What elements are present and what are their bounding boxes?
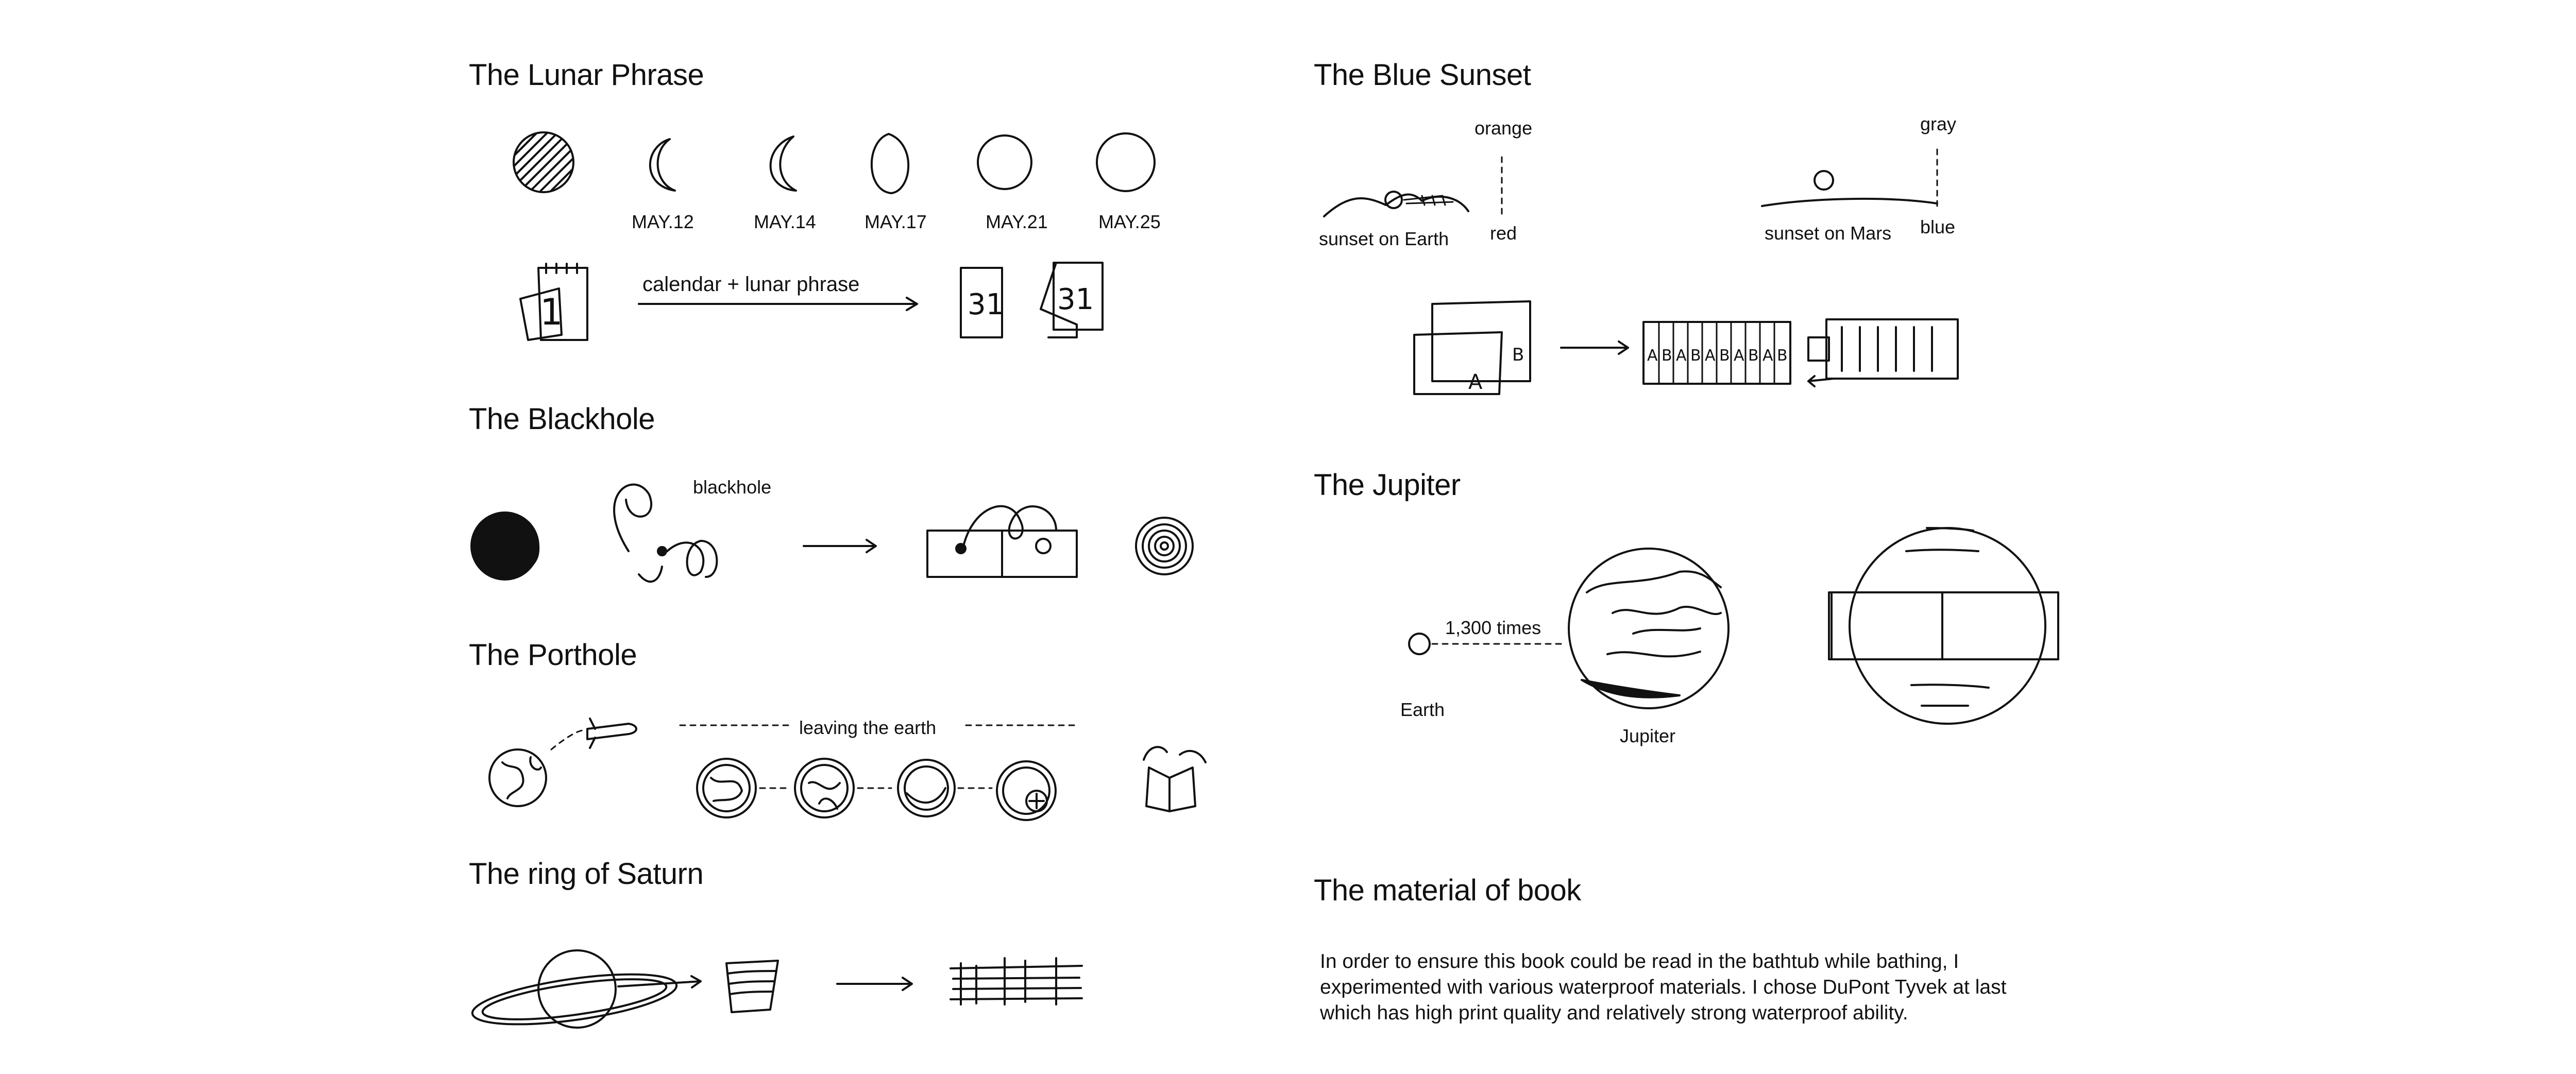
porthole-icon-4: [997, 761, 1056, 820]
calendar-flip-icon: [1041, 263, 1103, 337]
jupiter-book-icon: [1829, 528, 2058, 724]
mars-sunset-icon: [1762, 149, 1937, 211]
saturn-illustration: [489, 937, 1108, 1041]
moon-full-icon: [1097, 133, 1155, 191]
book-spread-icon: [927, 506, 1077, 577]
page-letter: B: [1512, 345, 1524, 365]
moon-date-label: MAY.25: [1098, 211, 1161, 232]
moon-phases-illustration: [505, 124, 1175, 201]
moon-crescent-icon-2: [771, 137, 796, 191]
calendar-number: 1: [540, 291, 563, 333]
blackhole-scribble-icon: [471, 513, 538, 579]
svg-text:A: A: [1676, 347, 1687, 365]
svg-text:B: B: [1777, 347, 1788, 365]
svg-text:A: A: [1705, 347, 1716, 365]
ab-strip-icon: [1643, 322, 1790, 384]
moon-date-label: MAY.14: [754, 211, 816, 232]
lunar-title: The Lunar Phrase: [469, 58, 704, 92]
ring-flat-icon: [951, 958, 1082, 1004]
calendar-page-icon: [961, 268, 1004, 337]
porthole-icon-3: [898, 760, 955, 816]
ring-strip-icon: [726, 961, 778, 1012]
dotted-trajectory: [551, 730, 582, 749]
orbit-loops-icon: [614, 485, 717, 582]
calendar-number: 31: [968, 288, 1005, 321]
pages-ab-icon: [1414, 301, 1530, 394]
material-title: The material of book: [1314, 874, 1581, 907]
svg-text:A: A: [1762, 347, 1773, 365]
calendar-icon: [520, 264, 587, 340]
porthole-title: The Porthole: [469, 638, 637, 672]
saturn-title: The ring of Saturn: [469, 857, 704, 891]
svg-text:A: A: [1734, 347, 1744, 365]
jupiter-planet-icon: [1569, 549, 1728, 708]
earth-label: Earth: [1400, 699, 1445, 720]
sunset-earth-caption: sunset on Earth: [1319, 228, 1449, 249]
blackhole-title: The Blackhole: [469, 402, 655, 436]
earth-small-icon: [1409, 634, 1430, 654]
moon-gibbous-icon: [872, 134, 908, 193]
calendar-caption: calendar + lunar phrase: [642, 273, 860, 296]
material-paragraph: In order to ensure this book could be read in the bathtub while bathing, I experimented with various waterproof materials. I chose DuPont Tyvek at last which has high print quality and relatively strong waterproof ability.: [1320, 950, 2007, 1024]
porthole-icon-1: [697, 759, 756, 817]
spiral-icon: [1136, 518, 1193, 574]
svg-text:B: B: [1719, 347, 1730, 365]
svg-text:A: A: [1647, 347, 1658, 365]
jupiter-scale-label: 1,300 times: [1445, 617, 1541, 638]
earth-sunset-icon: [1324, 157, 1502, 219]
arrow-icon: [1561, 342, 1628, 354]
jupiter-title: The Jupiter: [1314, 468, 1461, 502]
sunset-mars-caption: sunset on Mars: [1765, 223, 1892, 244]
sunset-illustration: [1319, 144, 1989, 402]
svg-text:B: B: [1748, 347, 1759, 365]
sunset-earth-top-color: orange: [1475, 117, 1533, 139]
earth-icon: [489, 749, 546, 806]
moon-date-label: MAY.17: [865, 211, 927, 232]
jupiter-label: Jupiter: [1620, 725, 1676, 746]
slide-frame-icon: [1808, 319, 1958, 386]
arrow-icon: [804, 540, 876, 552]
open-book-icon: [1144, 747, 1206, 811]
saturn-icon: [469, 950, 701, 1034]
moon-near-full-icon: [978, 135, 1031, 189]
blackhole-label: blackhole: [693, 476, 772, 498]
porthole-icon-2: [795, 759, 854, 817]
page-letter: A: [1468, 370, 1483, 394]
arrow-icon: [837, 978, 912, 990]
calendar-number: 31: [1057, 283, 1094, 316]
rocket-icon: [587, 719, 636, 748]
jupiter-illustration: [1391, 531, 2061, 737]
calendar-illustration: [510, 258, 1180, 350]
sunset-title: The Blue Sunset: [1314, 58, 1531, 92]
moon-date-label: MAY.21: [986, 211, 1048, 232]
sunset-mars-top-color: gray: [1920, 113, 1957, 134]
svg-text:B: B: [1690, 347, 1701, 365]
moon-date-label: MAY.12: [632, 211, 694, 232]
svg-text:B: B: [1662, 347, 1672, 365]
moon-full-shaded-icon: [505, 124, 582, 192]
porthole-label: leaving the earth: [799, 717, 937, 738]
sunset-mars-bottom-color: blue: [1920, 216, 1956, 237]
arrow-icon: [639, 298, 917, 310]
blackhole-illustration: [464, 464, 1211, 598]
sunset-earth-bottom-color: red: [1490, 223, 1517, 244]
moon-crescent-icon-1: [650, 139, 675, 191]
